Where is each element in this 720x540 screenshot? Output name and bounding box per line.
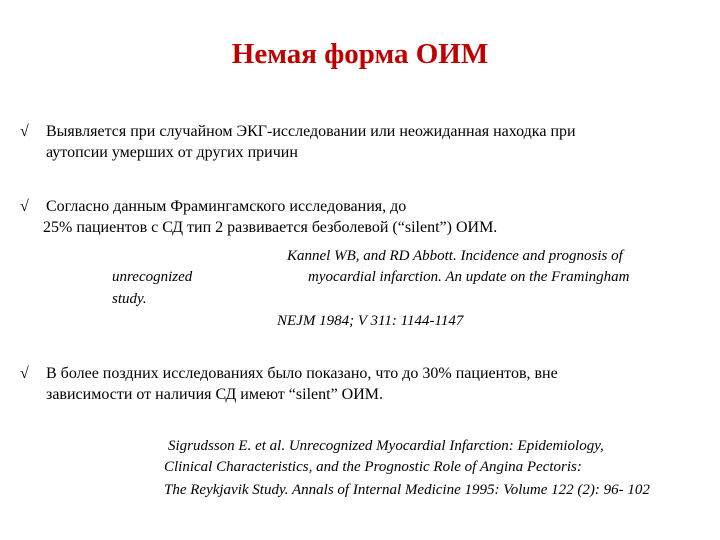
reference-text: Sigrudsson E. et al. Unrecognized Myocardial Infarction: Epidemiology, — [168, 438, 604, 454]
bullet-text: 25% пациентов с СД тип 2 развивается безболевой (“silent”) ОИМ. — [43, 219, 498, 236]
reference-text: unrecognized — [112, 269, 193, 285]
check-icon: √ — [20, 123, 29, 140]
bullet-text: зависимости от наличия СД имеют “silent” ОИМ. — [46, 386, 383, 403]
bullet-text: аутопсии умерших от других причин — [46, 144, 298, 161]
reference-text: study. — [112, 291, 147, 307]
check-icon: √ — [20, 198, 29, 215]
bullet-text: Выявляется при случайном ЭКГ-исследовании или неожиданная находка при — [46, 123, 576, 140]
bullet-item — [20, 196, 710, 238]
bullet-text: Согласно данным Фрамингамского исследования, до — [46, 198, 407, 215]
slide-title: Немая форма ОИМ — [231, 38, 489, 70]
check-icon: √ — [20, 365, 29, 382]
reference-text: Kannel WB, and RD Abbott. Incidence and prognosis of — [287, 248, 623, 264]
reference-citation: NEJM 1984; V 311: 1144-1147 — [277, 313, 464, 329]
reference-citation: The Reykjavik Study. Annals of Internal Medicine 1995: Volume 122 (2): 96- 102 — [164, 482, 650, 498]
reference-text: Clinical Characteristics, and the Prognostic Role of Angina Pectoris: — [164, 459, 582, 475]
bullet-text: В более поздних исследованиях было показано, что до 30% пациентов, вне — [46, 365, 558, 382]
bullet-item — [20, 121, 710, 163]
reference-text: myocardial infarction. An update on the Framingham — [308, 269, 630, 285]
bullet-item — [20, 363, 710, 405]
